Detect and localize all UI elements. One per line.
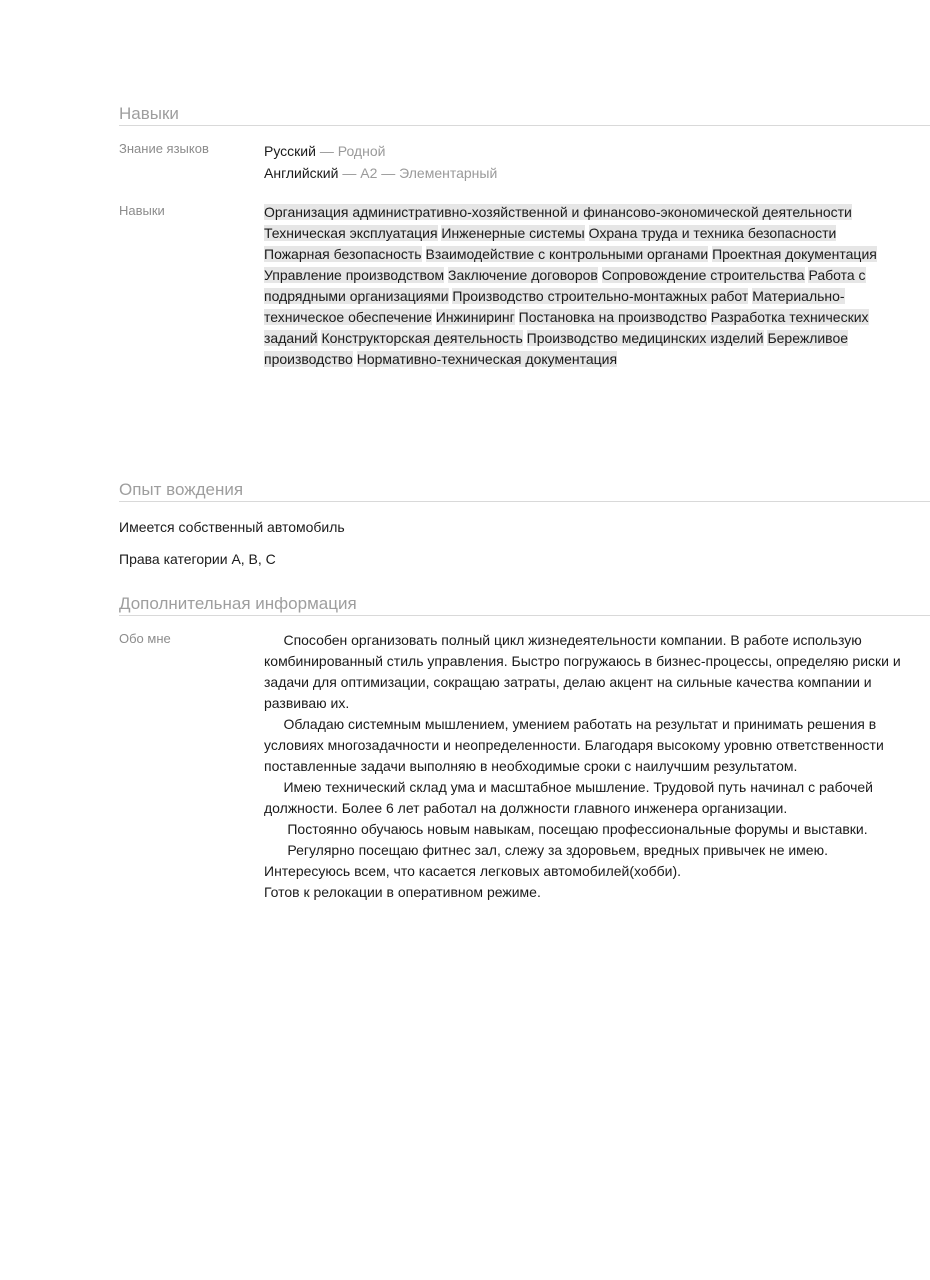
skill-tag: Инженерные системы: [441, 225, 585, 241]
skills-section-title: Навыки: [119, 104, 930, 126]
skill-tag: Производство строительно-монтажных работ: [452, 288, 749, 304]
license-text: Права категории A, B, C: [119, 551, 276, 567]
about-label: Обо мне: [119, 631, 171, 646]
skill-tag: Проектная документация: [712, 246, 877, 262]
language-name: Английский: [264, 165, 339, 181]
language-name: Русский: [264, 143, 316, 159]
languages-list: [264, 140, 497, 184]
skill-tag: Производство медицинских изделий: [526, 330, 764, 346]
about-paragraph: Постоянно обучаюсь новым навыкам, посещаю профессиональные форумы и выставки.: [264, 821, 868, 837]
own-car-text: Имеется собственный автомобиль: [119, 519, 345, 535]
skill-tag: Сопровождение строительства: [601, 267, 805, 283]
skill-tag: Заключение договоров: [448, 267, 598, 283]
skill-tag: Техническая эксплуатация: [264, 225, 438, 241]
additional-section-title: Дополнительная информация: [119, 594, 930, 616]
language-item: [264, 140, 497, 162]
skill-tag: Постановка на производство: [518, 309, 707, 325]
about-paragraph: Способен организовать полный цикл жизнедеятельности компании. В работе использую комбинированный стиль управления. Быстро погружаюсь в бизнес-процессы, определяю риски и задачи для оптимизации, сокращаю затраты, делаю акцент на сильные качества компании и развиваю их.: [264, 632, 905, 711]
language-item: [264, 162, 497, 184]
skill-tag: Организация административно-хозяйственной и финансово-экономической деятельности: [264, 204, 852, 220]
skill-tag: Работа с подрядными организациями: [264, 267, 866, 304]
about-paragraph: Имею технический склад ума и масштабное мышление. Трудовой путь начинал с рабочей должности. Более 6 лет работал на должности главного инженера организации.: [264, 779, 877, 816]
skill-tag: Инжиниринг: [435, 309, 515, 325]
about-paragraph: Готов к релокации в оперативном режиме.: [264, 884, 541, 900]
skill-tag: Материально-техническое обеспечение: [264, 288, 845, 325]
skill-tag: Взаимодействие с контрольными органами: [425, 246, 709, 262]
driving-section-title: Опыт вождения: [119, 480, 930, 502]
skill-tag: Конструкторская деятельность: [321, 330, 523, 346]
skills-tag-list: [264, 202, 904, 370]
skill-tag: Пожарная безопасность: [264, 246, 422, 262]
skills-label: Навыки: [119, 203, 165, 218]
about-paragraph: Регулярно посещаю фитнес зал, слежу за здоровьем, вредных привычек не имею. Интересуюсь всем, что касается легковых автомобилей(хобби).: [264, 842, 832, 879]
language-level: — A2 — Элементарный: [338, 165, 498, 181]
about-text: [264, 630, 904, 903]
languages-label: Знание языков: [119, 141, 209, 156]
about-paragraph: Обладаю системным мышлением, умением работать на результат и принимать решения в условиях многозадачности и неопределенности. Благодаря высокому уровню ответственности поставленные задачи выполняю в необходимые сроки с наилучшим результатом.: [264, 716, 888, 774]
skill-tag: Охрана труда и техника безопасности: [588, 225, 837, 241]
skill-tag: Бережливое производство: [264, 330, 849, 367]
skill-tag: Разработка технических заданий: [264, 309, 869, 346]
skill-tag: Нормативно-техническая документация: [356, 351, 618, 367]
language-level: — Родной: [315, 143, 386, 159]
skill-tag: Управление производством: [264, 267, 445, 283]
